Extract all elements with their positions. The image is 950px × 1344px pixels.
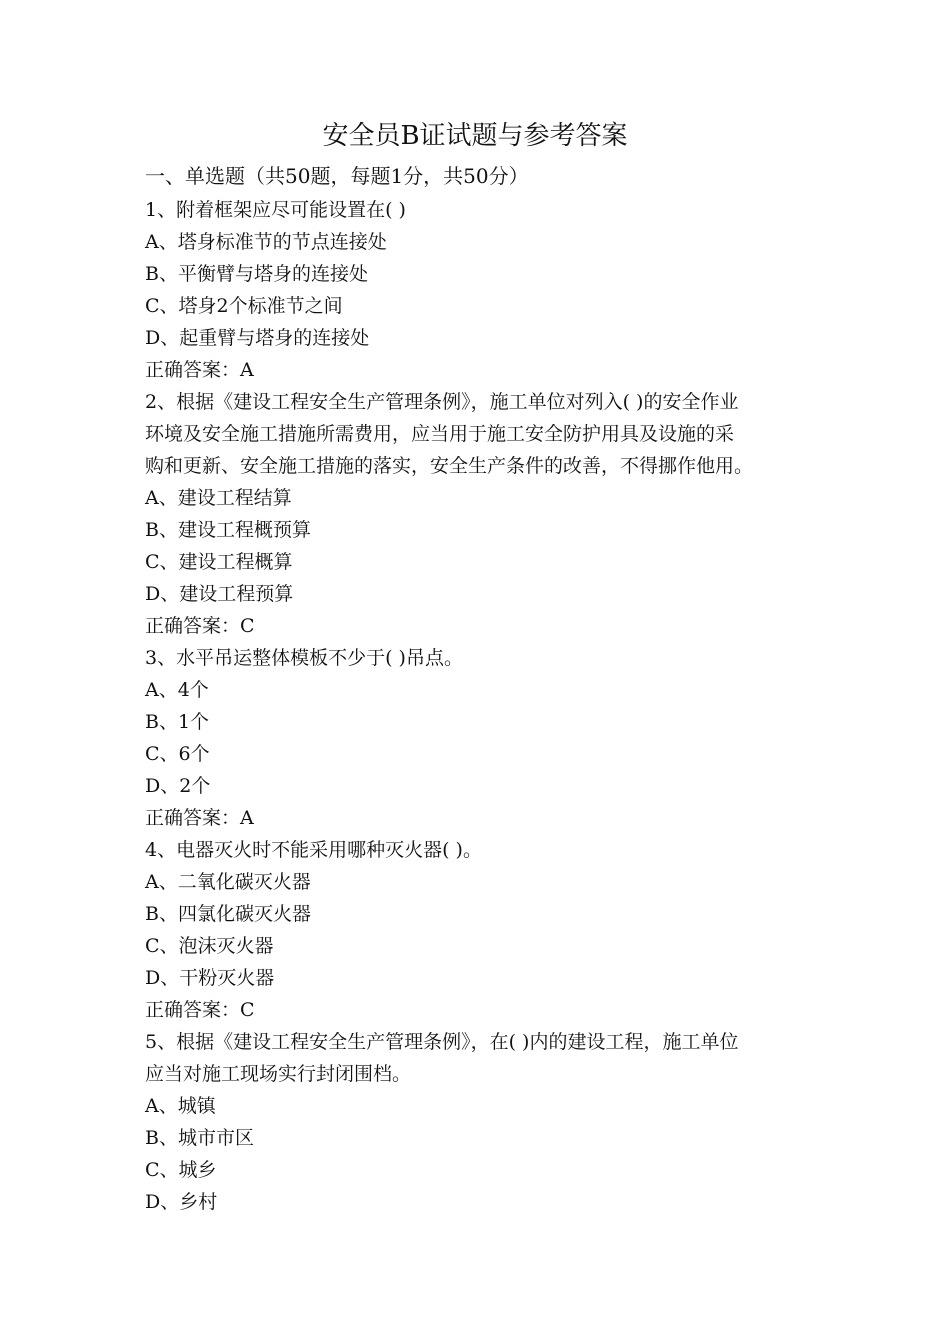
section-heading: 一、单选题（共50题，每题1分，共50分） bbox=[145, 164, 529, 188]
answer-option: B、1个 bbox=[145, 711, 210, 733]
question-stem: 5、根据《建设工程安全生产管理条例》，在( )内的建设工程，施工单位 bbox=[145, 1031, 739, 1053]
answer-option: D、2个 bbox=[145, 775, 211, 797]
answer-option: D、建设工程预算 bbox=[145, 583, 294, 605]
question-stem: 3、水平吊运整体模板不少于( )吊点。 bbox=[145, 647, 463, 669]
correct-answer: 正确答案：C bbox=[145, 999, 255, 1021]
answer-option: B、四氯化碳灭火器 bbox=[145, 903, 311, 925]
answer-option: B、城市市区 bbox=[145, 1127, 254, 1149]
answer-option: D、干粉灭火器 bbox=[145, 967, 275, 989]
question-stem: 环境及安全施工措施所需费用，应当用于施工安全防护用具及设施的采 bbox=[145, 423, 735, 445]
question-stem: 2、根据《建设工程安全生产管理条例》，施工单位对列入( )的安全作业 bbox=[145, 391, 739, 413]
answer-option: B、建设工程概预算 bbox=[145, 519, 311, 541]
answer-option: A、城镇 bbox=[145, 1095, 216, 1117]
correct-answer: 正确答案：A bbox=[145, 359, 254, 381]
answer-option: C、6个 bbox=[145, 743, 210, 765]
answer-option: A、塔身标准节的节点连接处 bbox=[145, 231, 387, 253]
answer-option: D、乡村 bbox=[145, 1191, 218, 1213]
question-stem: 1、附着框架应尽可能设置在( ) bbox=[145, 199, 406, 221]
question-stem: 4、电器灭火时不能采用哪种灭火器( )。 bbox=[145, 839, 482, 861]
answer-option: B、平衡臂与塔身的连接处 bbox=[145, 263, 368, 285]
question-stem: 应当对施工现场实行封闭围档。 bbox=[145, 1063, 412, 1085]
document-title: 安全员B证试题与参考答案 bbox=[322, 121, 628, 151]
answer-option: C、城乡 bbox=[145, 1159, 217, 1181]
correct-answer: 正确答案：A bbox=[145, 807, 254, 829]
answer-option: C、泡沫灭火器 bbox=[145, 935, 274, 957]
question-list bbox=[145, 194, 825, 1218]
answer-option: A、二氧化碳灭火器 bbox=[145, 871, 311, 893]
answer-option: C、建设工程概算 bbox=[145, 551, 293, 573]
answer-option: A、4个 bbox=[145, 679, 209, 701]
answer-option: A、建设工程结算 bbox=[145, 487, 292, 509]
answer-option: D、起重臂与塔身的连接处 bbox=[145, 327, 370, 349]
correct-answer: 正确答案：C bbox=[145, 615, 255, 637]
answer-option: C、塔身2个标准节之间 bbox=[145, 295, 343, 317]
question-stem: 购和更新、安全施工措施的落实，安全生产条件的改善，不得挪作他用。 bbox=[145, 455, 754, 477]
